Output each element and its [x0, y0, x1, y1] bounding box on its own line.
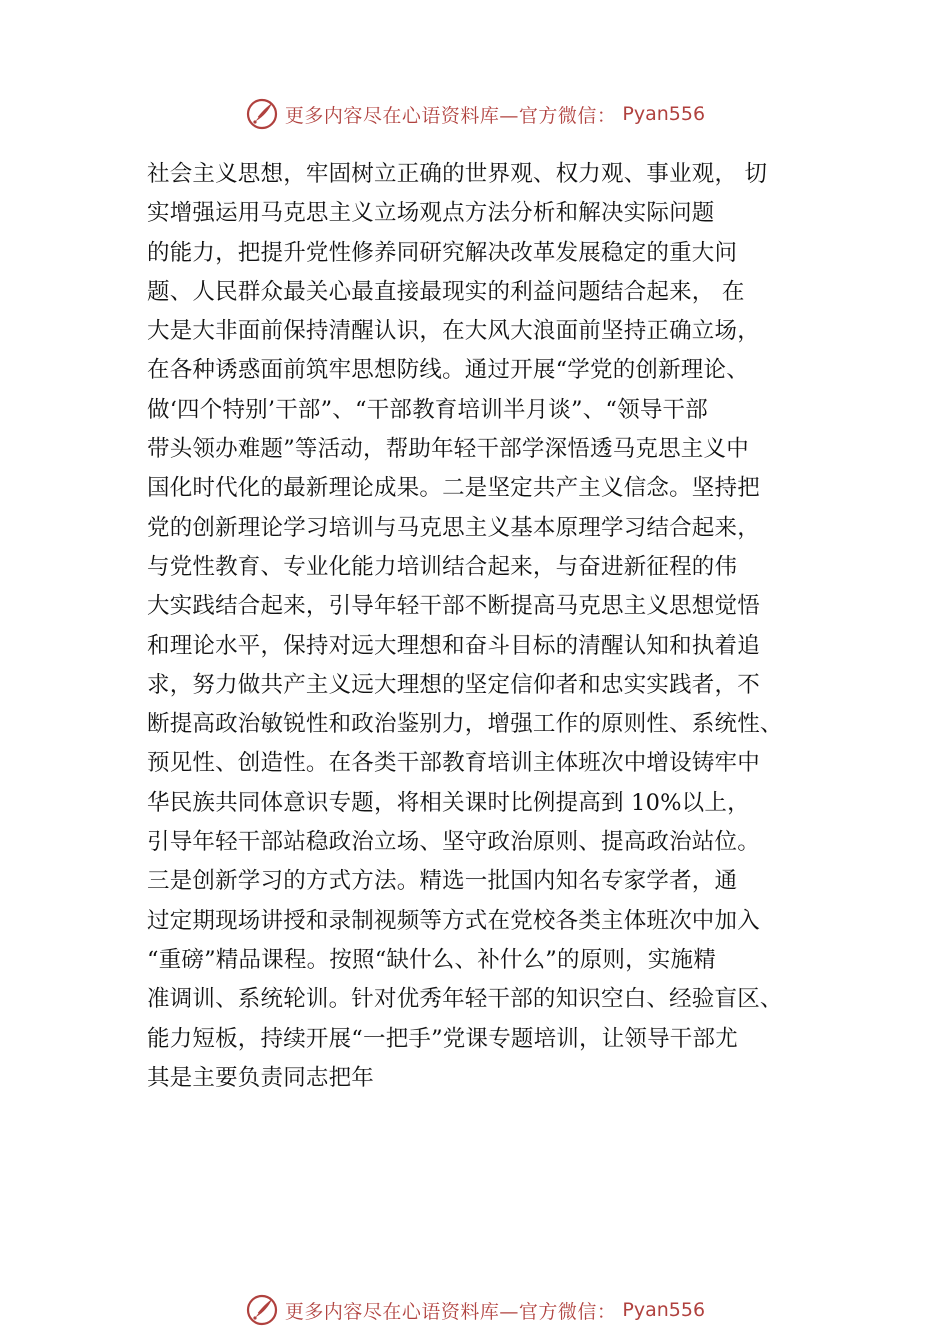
body-line: 能力短板，持续开展“一把手”党课专题培训，让领导干部尤 — [147, 1025, 738, 1052]
quill-pen-logo-icon — [245, 1293, 279, 1327]
header-banner-wechat-id: Pyan556 — [622, 103, 706, 125]
body-line: 其是主要负责同志把年 — [147, 1064, 375, 1091]
body-line: 三是创新学习的方式方法。精选一批国内知名专家学者，通 — [147, 868, 738, 895]
footer-banner-text: 更多内容尽在心语资料库—官方微信： — [284, 1300, 617, 1323]
body-line: 的能力，把提升党性修养同研究解决改革发展稳定的重大问 — [147, 239, 738, 266]
body-line: 华民族共同体意识专题，将相关课时比例提高到 10%以上， — [147, 789, 750, 816]
quill-pen-logo-icon — [245, 97, 279, 131]
header-banner-text: 更多内容尽在心语资料库—官方微信： — [284, 104, 617, 127]
body-line: 预见性、创造性。在各类干部教育培训主体班次中增设铸牢中 — [147, 750, 760, 777]
body-line: 国化时代化的最新理论成果。二是坚定共产主义信念。坚持把 — [147, 475, 760, 502]
body-line: 实增强运用马克思主义立场观点方法分析和解决实际问题 — [147, 200, 715, 227]
body-line: 准调训、系统轮训。针对优秀年轻干部的知识空白、经验盲区、 — [147, 986, 783, 1013]
body-line: 求，努力做共产主义远大理想的坚定信仰者和忠实实践者，不 — [147, 671, 760, 698]
body-line: 和理论水平，保持对远大理想和奋斗目标的清醒认知和执着追 — [147, 632, 760, 659]
header-banner — [0, 94, 950, 134]
body-line: 引导年轻干部站稳政治立场、坚守政治原则、提高政治站位。 — [147, 829, 760, 856]
body-line: 带头领办难题”等活动，帮助年轻干部学深悟透马克思主义中 — [147, 436, 749, 463]
body-line: 断提高政治敏锐性和政治鉴别力，增强工作的原则性、系统性、 — [147, 711, 783, 738]
footer-banner — [0, 1290, 950, 1330]
body-line: 过定期现场讲授和录制视频等方式在党校各类主体班次中加入 — [147, 907, 760, 934]
body-line: 与党性教育、专业化能力培训结合起来，与奋进新征程的伟 — [147, 553, 738, 580]
body-line: 党的创新理论学习培训与马克思主义基本原理学习结合起来， — [147, 514, 760, 541]
document-body — [147, 155, 847, 1098]
body-line: 社会主义思想，牢固树立正确的世界观、权力观、事业观， 切 — [147, 161, 768, 187]
body-line: 做‘四个特别’干部”、“干部教育培训半月谈”、“领导干部 — [147, 396, 708, 423]
body-line: “重磅”精品课程。按照“缺什么、补什么”的原则，实施精 — [147, 946, 716, 973]
body-line: 在各种诱惑面前筑牢思想防线。通过开展“学党的创新理论、 — [147, 357, 749, 384]
footer-banner-content — [245, 1293, 705, 1327]
footer-banner-wechat-id: Pyan556 — [622, 1299, 706, 1321]
header-banner-content — [245, 97, 705, 131]
body-line: 题、人民群众最关心最直接最现实的利益问题结合起来， 在 — [147, 278, 745, 305]
body-line: 大实践结合起来，引导年轻干部不断提高马克思主义思想觉悟 — [147, 593, 760, 620]
body-line: 大是大非面前保持清醒认识，在大风大浪面前坚持正确立场， — [147, 318, 760, 345]
